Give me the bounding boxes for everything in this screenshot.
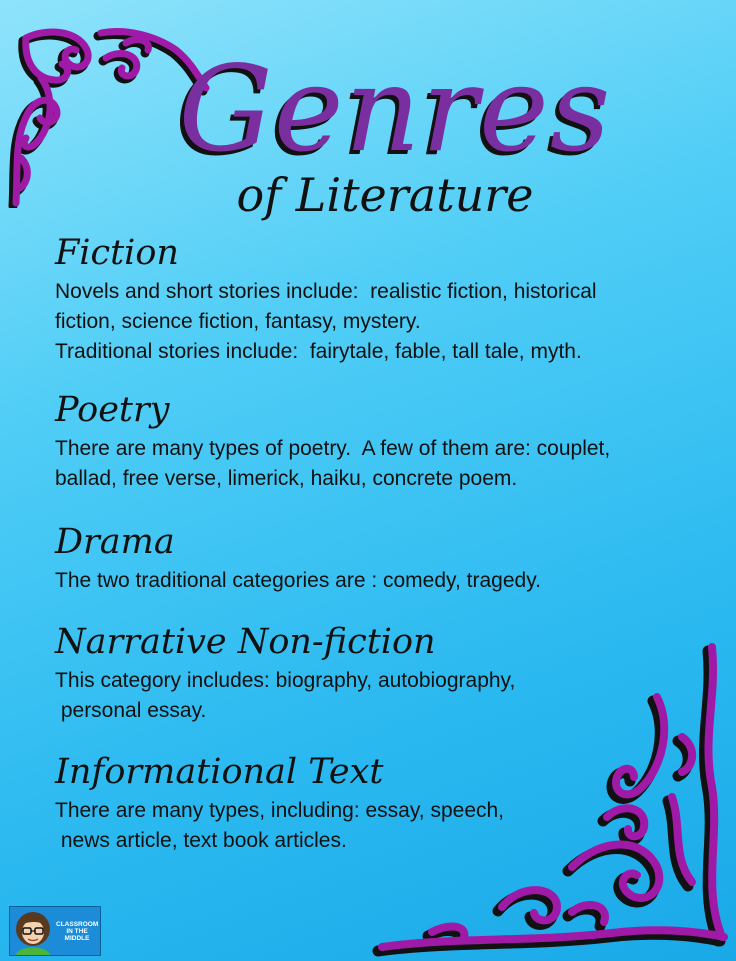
section-text-line: This category includes: biography, autobiography,: [55, 669, 516, 692]
section-text-line: The two traditional categories are : comedy, tragedy.: [55, 569, 541, 592]
section-text-line: There are many types of poetry. A few of them are: couplet,: [55, 437, 611, 460]
poster-title: Genres: [178, 40, 612, 178]
section-text-line: fiction, science fiction, fantasy, mystery.: [55, 310, 421, 333]
classroom-in-the-middle-logo: [9, 906, 101, 956]
section-text-line: Novels and short stories include: realistic fiction, historical: [55, 280, 597, 303]
logo-text: CLASSROOM IN THE MIDDLE: [56, 920, 99, 942]
section-text-line: ballad, free verse, limerick, haiku, concrete poem.: [55, 467, 518, 490]
section-poetry: [55, 390, 695, 494]
section-heading: Informational Text: [55, 752, 384, 792]
section-drama: [55, 522, 695, 596]
section-informational-text: [55, 752, 695, 856]
section-text-line: news article, text book articles.: [55, 829, 347, 852]
section-text-line: Traditional stories include: fairytale, fable, tall tale, myth.: [55, 340, 582, 363]
teacher-avatar-icon: [10, 907, 56, 955]
poster-subtitle: of Literature: [236, 168, 534, 222]
section-heading: Drama: [55, 522, 175, 562]
section-heading: Narrative Non-fiction: [55, 622, 436, 662]
section-heading: Fiction: [55, 233, 179, 273]
section-fiction: [55, 233, 695, 367]
section-text-line: There are many types, including: essay, speech,: [55, 799, 505, 822]
section-narrative-nonfiction: [55, 622, 695, 726]
section-text-line: personal essay.: [55, 699, 207, 722]
section-heading: Poetry: [55, 390, 170, 430]
